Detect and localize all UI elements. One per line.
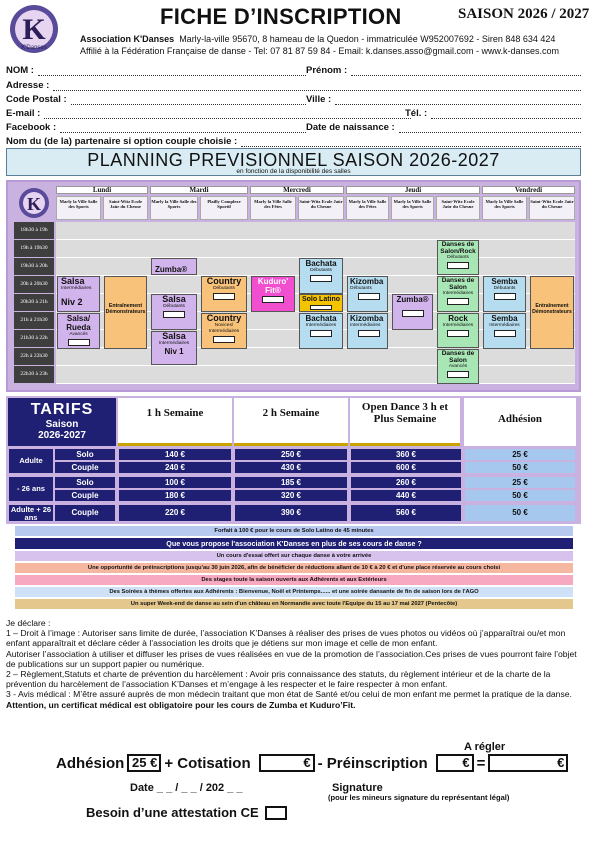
date-field[interactable]: Date _ _ / _ _ / 202 _ _ xyxy=(130,782,243,794)
tarif-value: 185 € xyxy=(234,476,348,489)
tarifs-header: TARIFS Saison 2026-2027 xyxy=(8,398,116,446)
declaration-avis-medical: 3 - Avis médical : M’être assuré auprès de mon médecin traitant que mon état de Santé et/ou celui de mon enfant me permet la pratique de la danse. xyxy=(6,689,572,700)
tarif-value: 220 € xyxy=(118,504,232,522)
association-details: Marly-la-ville 95670, 8 hameau de la Quedon - immatriculée W952007692 - Siren 848 634 424 xyxy=(179,34,556,44)
course-checkbox[interactable] xyxy=(447,298,469,305)
tarif-value: 320 € xyxy=(234,489,348,502)
course-solo-latino[interactable]: Solo Latino xyxy=(299,294,343,312)
email-field[interactable]: E-mail : xyxy=(6,107,411,119)
info-question: Que vous propose l'association K'Danses en plus de ses cours de danse ? xyxy=(15,538,573,549)
adhesion-amount[interactable]: 25 € xyxy=(127,754,161,772)
course-country-novices[interactable]: Country Novices/ Intermédiaires xyxy=(201,313,247,349)
time-slot: 19h30 à 20h xyxy=(14,258,54,275)
page-title: FICHE D’INSCRIPTION xyxy=(160,4,402,29)
venue-vendredi-saintwitz: Saint-Witz Ecole Jaür du Chesne xyxy=(529,196,575,220)
affiliation-line: Affilié à la Fédération Française de danse - Tel: 07 81 87 59 84 - Email: k.danses.asso@gmail.com - www.k-danses.com xyxy=(80,46,560,56)
course-checkbox[interactable] xyxy=(447,330,469,337)
tarif-col-open: Open Dance 3 h et Plus Semaine xyxy=(350,398,460,446)
grid-row xyxy=(56,366,575,384)
course-zumba-jeudi[interactable]: Zumba® xyxy=(392,294,433,330)
venue-mardi-marly: Marly la Ville Salle des Sports xyxy=(150,196,198,220)
course-country-debutants[interactable]: Country Débutants xyxy=(201,276,247,312)
adresse-field[interactable]: Adresse : xyxy=(6,79,581,91)
attestation-ce xyxy=(86,805,287,820)
declaration-intro: Je déclare : xyxy=(6,618,51,628)
planning-title: PLANNING PREVISIONNEL SAISON 2026-2027 xyxy=(87,150,500,170)
course-kizomba-intermediaires[interactable]: Kizomba Intermédiaires xyxy=(347,313,388,349)
course-checkbox[interactable] xyxy=(310,305,332,310)
tarif-group-adulte: Adulte xyxy=(8,448,54,474)
course-checkbox[interactable] xyxy=(262,296,284,303)
course-checkbox[interactable] xyxy=(310,330,332,337)
time-slot: 20h à 20h30 xyxy=(14,276,54,293)
declaration-droit-image: 1 – Droit à l’image : Autoriser sans limite de durée, l’association K’Danses à réaliser des prises de vues photos ou vidéos où j’apparaîtrai ou/et mon enfant apparaîtrait et déclare céder à l’association les droits que je détiens sur mon image et celle de mon enfant. xyxy=(6,628,566,649)
preinscription-amount[interactable]: € xyxy=(436,754,474,772)
course-checkbox[interactable] xyxy=(494,293,516,300)
tarif-value: 260 € xyxy=(350,476,462,489)
tarif-col-adhesion: Adhésion xyxy=(464,398,576,446)
course-checkbox[interactable] xyxy=(163,311,185,318)
day-mardi: Mardi xyxy=(150,186,248,194)
association-name: Association K'Danses xyxy=(80,34,175,44)
cotisation-amount[interactable]: € xyxy=(259,754,315,772)
tarif-type: Solo xyxy=(54,448,116,461)
svg-text:K'Danses: K'Danses xyxy=(21,45,47,51)
kdanses-logo xyxy=(4,3,64,55)
course-zumba-mardi[interactable]: Zumba® xyxy=(151,258,197,275)
partenaire-field[interactable]: Nom du (de la) partenaire si option couple choisie : xyxy=(6,135,581,147)
course-bachata-debutants[interactable]: Bachata Débutants xyxy=(299,258,343,294)
course-salsa-niv2[interactable]: Salsa Intermédiaires Niv 2 xyxy=(57,276,100,312)
info-stages: Des stages toute la saison ouverts aux Adhérents et aux Extérieurs xyxy=(15,575,573,585)
cotisation-label: + Cotisation xyxy=(164,754,251,772)
course-checkbox[interactable] xyxy=(310,275,332,282)
course-kizomba-debutants[interactable]: Kizomba Débutants xyxy=(347,276,388,312)
tarif-adhesion: 50 € xyxy=(464,461,576,474)
tarif-col-1h: 1 h Semaine xyxy=(118,398,232,446)
grid-row xyxy=(56,348,575,366)
course-entrainement-vendredi[interactable]: Entraînement Démonstrateurs xyxy=(530,276,574,349)
tarif-value: 560 € xyxy=(350,504,462,522)
adhesion-label: Adhésion xyxy=(56,754,125,772)
course-salsa-rueda[interactable]: Salsa/ Rueda Avancés xyxy=(57,313,100,349)
time-slot: 22h30 à 23h xyxy=(14,366,54,383)
venue-jeudi-marly-fetes: Marly la Ville Salle des Fêtes xyxy=(346,196,389,220)
time-slot: 19h à 19h30 xyxy=(14,240,54,257)
course-rock-intermediaires[interactable]: Rock Intermédiaires xyxy=(437,313,479,348)
course-semba-intermediaires[interactable]: Semba Intermédiaires xyxy=(483,313,526,349)
course-checkbox[interactable] xyxy=(213,336,235,343)
preinscription-label: - Préinscription xyxy=(317,754,428,772)
tarif-value: 140 € xyxy=(118,448,232,461)
course-salon-rock[interactable]: Danses de Salon/Rock Débutants xyxy=(437,240,479,275)
day-vendredi: Vendredi xyxy=(482,186,575,194)
course-kuduro-fit[interactable]: Kuduro' Fit® xyxy=(251,276,295,312)
code-postal-field[interactable]: Code Postal : xyxy=(6,93,306,105)
svg-text:K: K xyxy=(26,194,42,214)
time-slot: 18h30 à 19h xyxy=(14,222,54,239)
equals-sign: = xyxy=(476,754,486,772)
tarif-value: 100 € xyxy=(118,476,232,489)
info-preinscriptions: Une opportunité de préinscriptions jusqu'au 30 juin 2026, afin de bénéficier de réductions allant de 10 € à 20 € et d'une place réservée au cours choisi xyxy=(15,563,573,573)
tarif-type: Couple xyxy=(54,489,116,502)
tarif-adhesion: 25 € xyxy=(464,448,576,461)
tarif-group-moins26: - 26 ans xyxy=(8,476,54,502)
tarif-group-adulte-plus26: Adulte + 26 ans xyxy=(8,504,54,522)
day-jeudi: Jeudi xyxy=(346,186,480,194)
course-bachata-intermediaires[interactable]: Bachata Intermédiaires xyxy=(299,313,343,349)
declaration-reglement: 2 – Règlement,Statuts et charte de prévention du harcèlement : Avoir pris connaissance des statuts, du règlement intérieur et de la charte de la prévention du harcèlement de l’association K’Danses et m’engage à les respecter et le faire respecter à mon enfant. xyxy=(6,669,551,690)
tarifs-table xyxy=(6,396,581,524)
course-salsa-niv1[interactable]: Salsa Intermédiaires Niv 1 xyxy=(151,331,197,365)
tarif-type: Couple xyxy=(54,504,116,522)
season-label: SAISON 2026 / 2027 xyxy=(458,6,590,22)
day-mercredi: Mercredi xyxy=(250,186,344,194)
ville-field[interactable]: Ville : xyxy=(306,93,581,105)
tarif-adhesion: 25 € xyxy=(464,476,576,489)
venue-vendredi-marly: Marly la Ville Salle des Sports xyxy=(482,196,527,220)
course-checkbox[interactable] xyxy=(358,330,380,337)
tarif-value: 430 € xyxy=(234,461,348,474)
info-essai: Un cours d'essai offert sur chaque danse à votre arrivée xyxy=(15,551,573,561)
attestation-checkbox[interactable] xyxy=(265,806,287,820)
info-forfait: Forfait à 100 € pour le cours de Solo Latino de 45 minutes xyxy=(15,526,573,536)
declaration-diffusion: Autoriser l’association à utiliser et diffuser les prises de vues réalisées en vue de la promotion de l’association.Ces prises de vues pourront faire l’objet de publications sur un support papier ou numérique. xyxy=(6,648,577,669)
venue-lundi-saintwitz: Saint-Witz Ecole Jaür du Chesne xyxy=(103,196,148,220)
tel-field[interactable]: Tél. : xyxy=(405,107,581,119)
schedule-grid xyxy=(6,180,581,392)
course-salon-avances[interactable]: Danses de Salon Avancés xyxy=(437,349,479,384)
time-slot: 20h30 à 21h xyxy=(14,294,54,311)
attestation-label: Besoin d’une attestation CE xyxy=(86,805,259,820)
time-slot: 21h30 à 22h xyxy=(14,330,54,347)
tarif-value: 390 € xyxy=(234,504,348,522)
payment-line xyxy=(56,754,571,772)
tarif-type: Solo xyxy=(54,476,116,489)
tarif-value: 440 € xyxy=(350,489,462,502)
grid-row xyxy=(56,240,575,258)
venue-jeudi-marly-sports: Marly la Ville Salle des Sports xyxy=(391,196,434,220)
svg-text:K: K xyxy=(22,13,46,46)
course-checkbox[interactable] xyxy=(447,371,469,378)
signature-note: (pour les mineurs signature du représentant légal) xyxy=(328,793,510,802)
tarif-value: 250 € xyxy=(234,448,348,461)
venue-mercredi-marly: Marly la Ville Salle des Fêtes xyxy=(250,196,296,220)
declaration-attention: Attention, un certificat médical est obligatoire pour les cours de Zumba et Kuduro’Fit. xyxy=(6,699,356,710)
course-checkbox[interactable] xyxy=(213,293,235,300)
course-checkbox[interactable] xyxy=(68,339,90,346)
association-line xyxy=(80,34,555,44)
course-semba-debutants[interactable]: Semba Débutants xyxy=(483,276,526,312)
course-checkbox[interactable] xyxy=(447,262,469,269)
planning-subtitle: en fonction de la disponibilité des salles xyxy=(236,168,351,175)
time-slot: 21h à 21h30 xyxy=(14,312,54,329)
course-checkbox[interactable] xyxy=(402,310,424,317)
tarif-value: 360 € xyxy=(350,448,462,461)
course-salsa-debutants[interactable]: Salsa Débutants xyxy=(151,294,197,330)
tarif-adhesion: 50 € xyxy=(464,504,576,522)
tarif-value: 600 € xyxy=(350,461,462,474)
course-entrainement-lundi[interactable]: Entraînement Démonstrateurs xyxy=(104,276,147,349)
venue-lundi-marly: Marly la Ville Salle des Sports xyxy=(56,196,101,220)
declaration-section xyxy=(6,618,586,710)
venue-mercredi-saintwitz: Saint-Witz Ecole Jaür du Chesne xyxy=(298,196,344,220)
facebook-field[interactable]: Facebook : xyxy=(6,121,306,133)
tarif-adhesion: 50 € xyxy=(464,489,576,502)
tarif-type: Couple xyxy=(54,461,116,474)
time-slot: 22h à 22h30 xyxy=(14,348,54,365)
a-regler-label: A régler xyxy=(464,741,506,753)
course-checkbox[interactable] xyxy=(358,293,380,300)
info-soirees: Des Soirées à thèmes offertes aux Adhérents : Bienvenue, Noël et Printemps...... et une soirée dansante de fin de saison lors de l'AGO xyxy=(15,587,573,597)
planning-title-box xyxy=(6,148,581,176)
course-checkbox[interactable] xyxy=(494,330,516,337)
tarif-value: 240 € xyxy=(118,461,232,474)
tarif-col-2h: 2 h Semaine xyxy=(234,398,348,446)
schedule-logo xyxy=(16,186,52,220)
signature-label: Signature xyxy=(332,782,383,794)
grid-row xyxy=(56,222,575,240)
tarif-value: 180 € xyxy=(118,489,232,502)
venue-mardi-plailly: Plailly Complexe Sportif xyxy=(200,196,248,220)
nom-field[interactable]: NOM : xyxy=(6,64,306,76)
course-salon-intermediaires[interactable]: Danses de Salon Intermédiaires xyxy=(437,276,479,312)
date-naissance-field[interactable]: Date de naissance : xyxy=(306,121,581,133)
venue-jeudi-saintwitz: Saint-Witz Ecole Jaür du Chesne xyxy=(436,196,480,220)
day-lundi: Lundi xyxy=(56,186,148,194)
prenom-field[interactable]: Prénom : xyxy=(306,64,581,76)
total-amount[interactable]: € xyxy=(488,754,568,772)
info-weekend: Un super Week-end de danse au sein d'un château en Normandie avec toute l'Equipe du 15 au 17 mai 2027 (Pentecôte) xyxy=(15,599,573,609)
